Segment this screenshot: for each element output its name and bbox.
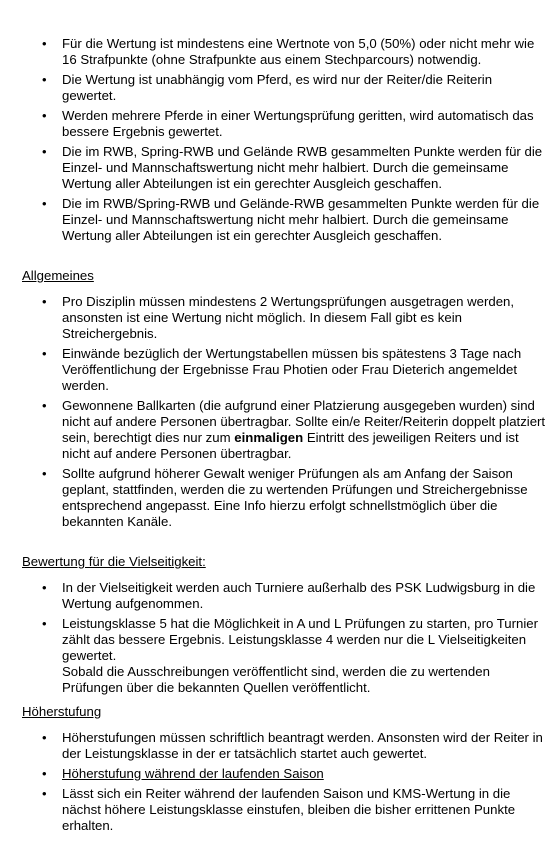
- list-item-underlined: • Höherstufung während der laufenden Saison: [22, 766, 546, 782]
- list-item: • Pro Disziplin müssen mindestens 2 Wertungsprüfungen ausgetragen werden, ansonsten ist eine Wertung nicht möglich. In diesem Fall gibt es kein Streichergebnis.: [22, 294, 546, 342]
- list-item: • Lässt sich ein Reiter während der laufenden Saison und KMS-Wertung in die nächst höhere Leistungsklasse einstufen, bleiben die bisher errittenen Punkte erhalten.: [22, 786, 546, 834]
- list-item: • Die im RWB, Spring-RWB und Gelände RWB gesammelten Punkte werden für die Einzel- und Mannschaftswertung nicht mehr halbiert. Durch die gemeinsame Wertung aller Abteilungen ist ein gerechter Ausgleich geschaffen.: [22, 144, 546, 192]
- wertung-list: [22, 36, 543, 244]
- list-item-ballkarten: [22, 398, 546, 462]
- list-item: • Die im RWB/Spring-RWB und Gelände-RWB gesammelten Punkte werden für die Einzel- und Mannschaftswertung nicht mehr halbiert. Durch die gemeinsame Wertung aller Abteilungen ist ein gerechter Ausgleich geschaffen.: [22, 196, 546, 244]
- hoeherstufung-list: [22, 730, 543, 834]
- list-item: • Für die Wertung ist mindestens eine Wertnote von 5,0 (50%) oder nicht mehr wie 16 Strafpunkte (ohne Strafpunkte aus einem Stechparcours) notwendig.: [22, 36, 546, 68]
- ballkarten-text-before: Gewonnene Ballkarten (die aufgrund einer Platzierung ausgegeben wurden) sind nicht auf andere Personen übertragbar. Sollte ein/e Reiter/Reiterin doppelt platziert sein, berechtigt dies nur zum: [62, 398, 546, 445]
- bewertung-list: [22, 580, 539, 696]
- heading-allgemeines: Allgemeines: [22, 268, 94, 283]
- ballkarten-text-after: Eintritt des jeweiligen Reiters und ist nicht auf andere Personen übertragbar.: [62, 430, 519, 461]
- list-item: • Höherstufungen müssen schriftlich beantragt werden. Ansonsten wird der Reiter in der Leistungsklasse in der er tatsächlich startet auch gewertet.: [22, 730, 546, 762]
- list-item: • Die Wertung ist unabhängig vom Pferd, es wird nur der Reiter/die Reiterin gewertet.: [22, 72, 546, 104]
- list-item: • Einwände bezüglich der Wertungstabellen müssen bis spätestens 3 Tage nach Veröffentlichung der Ergebnisse Frau Photien oder Frau Dieterich angemeldet werden.: [22, 346, 546, 394]
- heading-hoeherstufung: Höherstufung: [22, 704, 102, 719]
- list-item: • In der Vielseitigkeit werden auch Turniere außerhalb des PSK Ludwigsburg in die Wertung aufgenommen.: [22, 580, 546, 612]
- list-item: • Sollte aufgrund höherer Gewalt weniger Prüfungen als am Anfang der Saison geplant, stattfinden, werden die zu wertenden Prüfungen und Streichergebnisse entsprechend angepasst. Eine Info hierzu erfolgt schnellstmöglich über die bekannten Kanäle.: [22, 466, 546, 530]
- list-item: • Werden mehrere Pferde in einer Wertungsprüfung geritten, wird automatisch das bessere Ergebnis gewertet.: [22, 108, 546, 140]
- allgemeines-list: [22, 294, 546, 530]
- ausschreibungen-text: Sobald die Ausschreibungen veröffentlicht sind, werden die zu wertenden Prüfungen über die bekannten Quellen veröffentlicht.: [62, 664, 490, 695]
- heading-bewertung-vielseitigkeit: Bewertung für die Vielseitigkeit:: [22, 554, 206, 569]
- leistungsklasse-text: • Leistungsklasse 5 hat die Möglichkeit in A und L Prüfungen zu starten, pro Turnier zählt das bessere Ergebnis. Leistungsklasse 4 werden nur die L Vielseitigkeiten gewertet.: [62, 616, 539, 663]
- ballkarten-text-bold: einmaligen: [234, 430, 304, 445]
- list-item-leistungsklasse: [22, 616, 546, 696]
